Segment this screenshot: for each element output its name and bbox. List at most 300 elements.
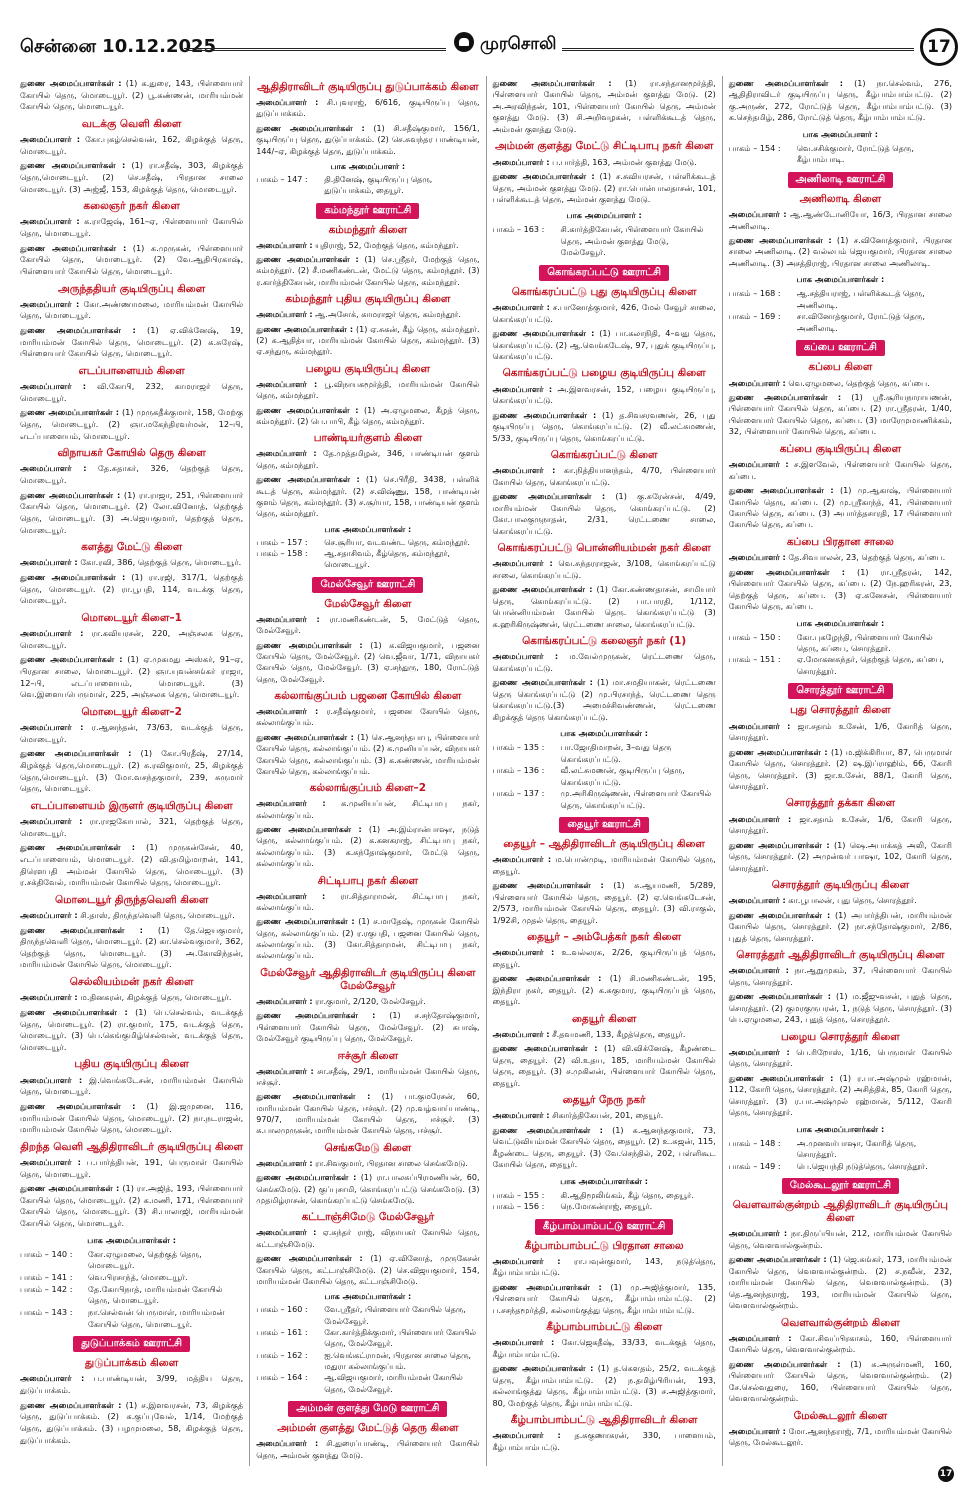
booth-row	[493, 224, 716, 258]
member-details: (1) அபார்த்திபன், மாரியம்மன் கோயில் தெரு, சொரத்தூர். (2) நா.சந்தோஷ்குமார், 2/86, புதுத் தெரு, சொரத்தூர்.	[728, 909, 952, 943]
booth-member: தி.தினேஷ், குடியிருப்பு தெரு, துடுப்பாக்கம், தையூர்.	[324, 174, 433, 196]
member-entry	[729, 1228, 952, 1251]
branch-title: தையூர் – ஆதிதிராவிடர் குடியிருப்பு கிளை	[503, 838, 705, 851]
branch-section	[256, 363, 479, 428]
branch-section	[20, 365, 243, 442]
member-entry	[493, 78, 716, 135]
member-entry	[493, 1043, 716, 1089]
member-details: (1) ஏ.சுகன், கீழ் தெரு, கம்மந்தூர். (2) க.ஆதித்யா, மாரியம்மன் கோயில் தெரு, கம்மந்தூர். (3) ஏ.சந்துரு, கம்மந்தூர்.	[256, 324, 480, 357]
member-details: ஆ.அசோக், காமராஜர் தெரு, கம்மந்தூர்.	[315, 310, 461, 320]
booth-member: வே.ஸ்ரீதர், பிள்ளையார் கோயில் தெரு, மேல்சேவூர்.	[324, 1305, 466, 1326]
member-details: கோ.சிவப்பிரகாசம், 160, பிள்ளையார் கோயில் தெரு, வெளவால்குன்றம்.	[728, 1332, 952, 1355]
booth-heading: பாக அமைப்பாளர் :	[566, 210, 642, 221]
member-details: (1) ர.பா.அஷ்முல் ரஹ்மான், 112, கோரி தெரு, சொரத்தூர். (2) அசித்திக், 85, கோரி தெரு, சொரத்தூர். (3) ர.பா.அஷ்முல் ரஹ்மான், 5/112, கோரி தெரு, சொரத்தூர்.	[728, 1072, 952, 1118]
booth-heading: பாக அமைப்பாளர்கள் :	[796, 1123, 885, 1134]
member-entry	[493, 171, 716, 205]
booth-member: ஐ.வெங்கட்ராமன், பிரதான சாலை தெரு, மதுரா கல்லாங்குப்பம்.	[324, 1350, 472, 1372]
branch-section	[256, 577, 479, 685]
role-label: அமைப்பாளர் :	[20, 1373, 85, 1384]
booth-number: பாகம் – 161 :	[256, 1327, 308, 1337]
role-label: அமைப்பாளர் :	[492, 854, 552, 865]
branch-section	[729, 1410, 952, 1449]
branch-title: கொங்கரப்பட்டு புது குடியிருப்பு கிளை	[511, 285, 697, 298]
role-label: அமைப்பாளர் :	[492, 1255, 561, 1266]
booth-member: தே.கோபிநாத், மாரியம்மன் கோயில் தெரு, மொடையூர்.	[88, 1283, 223, 1306]
member-details: (1) செ.பிரீதி, 3438, பள்ளிக் கூடத் தெரு, கம்மந்தூர். (2) ச.விஷ்ணு, 158, பாண்டியன் குளம் தெரு, கம்மந்தூர். (3) ச.சூர்யா, 158, பாண்டியன் குளம் தெரு, கம்மந்தூர்.	[256, 475, 480, 519]
role-label: அமைப்பாளர் :	[256, 997, 313, 1007]
panchayat-banner: தையூர் ஊராட்சி	[559, 817, 648, 833]
booth-row	[493, 1201, 716, 1212]
booth-number: பாகம் – 151 :	[728, 654, 781, 665]
role-label: அமைப்பாளர் :	[256, 1439, 319, 1449]
member-details: (1) இ.ஜமுனை, 116, மாரியம்மன் கோயில் தெரு, மொடையூர். (2) நா.நடராஜன், மாரியம்மன் கோயில் தெரு, மொடையூர்.	[20, 1100, 244, 1135]
member-details: (1) ச.சந்தோஷ்குமார், பிள்ளையார் கோயில் தெரு, மேல்சேவூர். (2) சுபாஷ், மேல்சேவூர் குடியிருப்பு தெரு, மேல்சேவூர்.	[256, 1011, 480, 1044]
member-details: (1) மு.ஆகாஷ், பிள்ளையார் கோயில் தெரு, கப்பை. (2) மு.ஸ்ரீகாந்த், 41, பிள்ளையார் கோயில் தெரு, கப்பை. (3) அபார்த்தசாரதி, 17 பிள்ளையார் கோயில் தெரு, கப்பை.	[728, 485, 953, 530]
branch-section	[493, 210, 716, 258]
branch-section	[256, 1050, 479, 1137]
role-label: அமைப்பாளர் :	[728, 552, 786, 563]
branch-title: செல்லியம்மன் நகர் கிளை	[69, 976, 194, 989]
member-details: நா.ஆறுமுகம், 37, பிள்ளையார் கோயில் தெரு, சொரத்தூர்.	[728, 965, 953, 987]
role-label: துணை அமைப்பாளர்கள் :	[256, 255, 359, 265]
booth-member: ஆ.விஜயகுமார், மாரியம்மன் கோயில் தெரு, மேல்சேவூர்.	[324, 1373, 463, 1394]
member-details: (1) பா.குமரேசன், 60, மாரியம்மன் கோயில் தெரு, ஈச்சூர். (2) மு.வழ்வாய்பாண்டி, 970/7, மாரியம்மன் கோயில் தெரு, ஈச்சூர். (3) சு.பாலமுருகன், மாரியம்மன் கோயில் தெரு, ஈச்சூர்.	[256, 1092, 480, 1136]
member-entry	[256, 240, 479, 251]
panchayat-banner: கொங்கரப்பட்டு ஊராட்சி	[539, 265, 669, 281]
member-details: கோ.ரவி, 386, தெற்குத் தெரு, மொடையூர்.	[80, 557, 242, 568]
role-label: துணை அமைப்பாளர்கள் :	[492, 1124, 603, 1135]
member-entry	[493, 302, 716, 325]
panchayat-banner: கீழ்பாம்பாம்பட்டு ஊராட்சி	[535, 1219, 673, 1235]
member-details: (1) ரா.சந்தானமூர்த்தி, பிள்ளையார் கோயில் தெரு, அம்மன் குளத்து மேடு. (2) அ.அரவிந்தன், 101, பிள்ளையார் கோயில் தெரு, அம்மன் குளத்து மேடு. (3) சி.அறிவழகன், பள்ளிக்கூடத் தெரு, அம்மன் குளத்து மேடு.	[492, 78, 716, 134]
branch-section	[20, 1235, 243, 1330]
booth-number: பாகம் – 155 :	[492, 1189, 545, 1200]
role-label: அமைப்பாளர் :	[728, 209, 787, 220]
branch-title: பழைய குடியிருப்பு கிளை	[305, 362, 431, 375]
member-details: ப.பார்த்தி, 163, அம்மன் குளத்து மேடு.	[552, 156, 697, 167]
role-label: அமைப்பாளர் :	[256, 1158, 313, 1168]
member-details: ரா.சித்தாராமன், சிட்டிபாபு நகர், கல்லாங்குப்பம்.	[256, 891, 480, 913]
member-details: ஏ.சுந்தர் ராஜ், விநாயகர் கோயில் தெரு, கட்டாஞ்சிமேடு.	[256, 1228, 480, 1249]
branch-section	[493, 140, 716, 205]
role-label: அமைப்பாளர் :	[492, 558, 553, 569]
booth-row	[729, 143, 952, 166]
booth-number: பாகம் – 154 :	[728, 142, 781, 153]
role-label: துணை அமைப்பாளர்கள் :	[20, 489, 121, 500]
member-entry	[493, 1363, 716, 1409]
member-entry	[256, 379, 479, 402]
member-entry	[729, 459, 952, 482]
member-details: (1) செ.ஆனந்தபாபு, பிள்ளையார் கோயில் தெரு, கல்லாங்குப்பம். (2) க.முனியப்பன், விநாயகர் கோயில் தெரு, கல்லாங்குப்பம். (3) க.கண்ணன், மாரியம்மன் கோயில் தெரு, கல்லாங்குப்பம்.	[256, 732, 480, 776]
role-label: துணை அமைப்பாளர்கள் :	[728, 746, 828, 757]
member-details: (1) பா.கலாநிதி, 4–வது தெரு, கொங்கரப்பட்டு. (2) ஆ.வெங்கடேஷ், 97, புதுக் குடியிருப்பு, கொங்கரப்பட்டு.	[492, 328, 716, 361]
role-label: துணை அமைப்பாளர்கள் :	[20, 654, 123, 665]
booth-member: அ.முனவர்பாஷா, கோரித் தெரு, சொரத்தூர்.	[796, 1137, 917, 1160]
branch-section	[20, 1336, 243, 1446]
branch-title: வெளவால்குன்றம் ஆதிதிராவிடர் குடியிருப்பு கிளை	[732, 1199, 948, 1225]
branch-title: கப்பை குடியிருப்பு கிளை	[779, 442, 902, 455]
booth-member: கி.ஆதிமூலிங்கம், கீழ் தெரு, தையூர்.	[560, 1189, 694, 1200]
booth-member: செ.சூரியா, வடவண்ட தெரு, கம்மந்தூர்.	[324, 537, 470, 547]
member-entry	[729, 552, 952, 563]
branch-section	[20, 447, 243, 536]
branch-section	[493, 1414, 716, 1453]
member-details: (1) ச.மாதேஷ், முருகன் கோயில் தெரு, கல்லாங்குப்பம். (2) ர.ரகுபதி, பஜனை கோயில் தெரு, கல்லாங்குப்பம். (3) கோ.சித்தாரமன், சிட்டிபாபு நகர், கல்லாங்குப்பம்.	[256, 917, 480, 961]
role-label: அமைப்பாளர் :	[492, 383, 553, 394]
booth-row	[20, 1272, 243, 1284]
role-label: அமைப்பாளர் :	[492, 1430, 561, 1441]
booth-number: பாகம் – 158 :	[256, 548, 308, 558]
booth-row	[20, 1307, 243, 1330]
member-details: ர.சதீஷ்குமார், பஜனை கோயில் தெரு, கல்லாங்குப்பம்.	[256, 707, 480, 728]
role-label: துணை அமைப்பாளர்கள் :	[20, 1006, 128, 1017]
panchayat-banner: அம்மன் குளத்து மேடு ஊராட்சி	[288, 1401, 447, 1417]
member-entry	[256, 123, 479, 157]
member-details: (1) ஏ.விக்னேஷ், 19, மாரியம்மன் கோயில் தெரு, மொடையூர். (2) க.சுரேஷ், பிள்ளையார் கோயில் தெரு, மொடையூர்.	[20, 324, 244, 359]
role-label: அமைப்பாளர் :	[492, 651, 559, 662]
member-entry	[20, 842, 243, 889]
role-label: துணை அமைப்பாளர்கள் :	[20, 407, 120, 418]
member-details: ஜா.சதாம் உசேன், 1/6, கோரி தெரு, சொரத்தூர்.	[728, 813, 952, 836]
footer-page-number: 17	[938, 1466, 954, 1482]
role-label: துணை அமைப்பாளர்கள் :	[256, 324, 354, 334]
role-label: அமைப்பாளர் :	[256, 614, 320, 624]
branch-title: செங்கமேடு கிளை	[324, 1141, 412, 1154]
role-label: அமைப்பாளர் :	[256, 449, 317, 459]
member-entry	[20, 325, 243, 360]
member-entry	[20, 816, 243, 839]
member-details: (1) க.துரை, 143, பிள்ளையார் கோயில் தெரு, மொடையூர். (2) பூ.கண்ணன், மாரியம்மன் கோயில் தெரு, மொடையூர்.	[20, 78, 244, 112]
member-entry	[20, 910, 243, 922]
article-columns	[14, 76, 958, 1466]
role-label: அமைப்பாளர் :	[728, 1425, 786, 1436]
branch-title: களத்து மேட்டு கிளை	[81, 541, 183, 554]
member-entry	[256, 1066, 479, 1089]
member-entry	[256, 732, 479, 777]
role-label: அமைப்பாளர் :	[20, 1156, 81, 1167]
booth-number: பாகம் – 143 :	[20, 1306, 73, 1317]
branch-section	[729, 1317, 952, 1405]
role-label: துணை அமைப்பாளர்கள் :	[256, 1011, 376, 1021]
role-label: அமைப்பாளர் :	[20, 909, 78, 920]
header-rule-right	[562, 48, 914, 51]
member-entry	[729, 392, 952, 438]
booth-row	[493, 1190, 716, 1201]
branch-section	[20, 541, 243, 607]
role-label: அமைப்பாளர் :	[20, 381, 87, 392]
branch-section	[256, 1211, 479, 1287]
member-entry	[493, 465, 716, 488]
role-label: அமைப்பாளர் :	[728, 1228, 788, 1239]
role-label: துணை அமைப்பாளர்கள் :	[20, 571, 126, 582]
member-entry	[20, 299, 243, 322]
branch-title: அம்மன் குளத்து மேட்டுத் தெரு கிளை	[277, 1422, 459, 1435]
booth-member: சா.வினோத்குமார், ரோட்டுத் தெரு, அணிலாடி.	[796, 311, 925, 333]
role-label: அமைப்பாளர் :	[20, 216, 80, 227]
branch-title: பாண்டியர்குளம் கிளை	[313, 432, 423, 445]
branch-title: கொங்கரப்பட்டு கிளை	[550, 449, 658, 462]
member-entry	[493, 584, 716, 630]
role-label: அமைப்பாளர் :	[20, 1074, 83, 1085]
member-details: ம.தினகரன், கிழக்குத் தெரு, மொடையூர்.	[80, 992, 232, 1003]
branch-section	[493, 367, 716, 444]
member-entry	[493, 1337, 716, 1360]
role-label: அமைப்பாளர் :	[728, 720, 791, 731]
branch-title: கொங்கரப்பட்டு பழைய குடியிருப்பு கிளை	[502, 367, 706, 380]
booth-row	[256, 548, 479, 571]
member-details: அ.இளவரசன், 152, பழைய குடியிருப்பு, கொங்கரப்பட்டு.	[492, 383, 716, 406]
booth-member: கோ.புகழேந்தி, பிள்ளையார் கோயில் தெரு, கப்பை, சொரத்தூர்.	[796, 631, 933, 653]
member-entry	[20, 490, 243, 537]
member-details: (1) நா.செல்வம், 276, ஆதிதிராவிடர் குடியிருப்பு தெரு, கீழ்பாம்பாம்பட்டு. (2) கு.அருண், 272, ரோட்டுத் தெரு, கீழ்பாம்பாம்பட்டு. (3) க.செந்தமிழ், 286, ரோட்டுத் தெரு, கீழ்பாம்பாம்பட்டு.	[728, 78, 952, 123]
role-label: அமைப்பாளர் :	[256, 379, 318, 389]
member-entry	[729, 1426, 952, 1449]
member-entry	[729, 991, 952, 1025]
member-entry	[20, 1400, 243, 1447]
header-rule-left	[184, 48, 446, 51]
booth-member: ஆ.சத்தியராஜ், பள்ளிக்கூடத் தெரு, அணிலாடி.	[796, 288, 925, 310]
role-label: துணை அமைப்பாளர்கள் :	[728, 235, 832, 245]
member-entry	[20, 654, 243, 701]
member-entry	[729, 895, 952, 906]
booth-row	[20, 1284, 243, 1307]
booth-number: பாகம் – 164 :	[256, 1373, 308, 1383]
member-entry	[493, 880, 716, 926]
member-details: (1) ரா.பாலசுப்பிரமணியன், 60, செங்கமேடு. (2) குப்புசாமி, கொங்கரப்பட்டு செங்கமேடு. (3) முதமிழ்ராசன், கொங்கரப்பட்டு செங்கமேடு.	[256, 1173, 480, 1205]
member-details: யுதிராஜ், 52, மேற்குத் தெரு, கம்மந்தூர்.	[315, 240, 459, 250]
role-label: துணை அமைப்பாளர்கள் :	[256, 1173, 357, 1183]
member-details: (1) பெ.செல்வம், வடக்குத் தெரு, மொடையூர். (2) ரா.குமார், 175, வடக்குத் தெரு, மொடையூர். (3) பெ.கெங்குமிழ்செல்வன், வடக்குத் தெரு, மொடையூர்.	[20, 1006, 244, 1052]
branch-section	[729, 443, 952, 531]
member-details: (1) த.கௌதம், 25/2, வடக்குத் தெரு, கீழ்பாம்பாம்பட்டு. (2) ந.தமிழ்பிரியன், 193, கல்லாங்குத்து தெரு, கீழ்பாம்பாம்பட்டு. (3) ச.அஜித்குமார், 80, மேற்குத் தெரு, கீழ்பாம்பாம்பட்டு.	[492, 1363, 716, 1408]
booth-heading: பாக அமைப்பாளர்கள் :	[324, 524, 412, 534]
member-entry	[20, 1075, 243, 1098]
role-label: துணை அமைப்பாளர்கள் :	[728, 839, 830, 850]
role-label: துணை அமைப்பாளர்கள் :	[20, 924, 143, 935]
member-entry	[256, 614, 479, 637]
page-header	[14, 28, 958, 68]
branch-title: ஈச்சூர் கிளை	[337, 1049, 399, 1062]
panchayat-banner: கம்மந்தூர் ஊராட்சி	[316, 203, 419, 219]
branch-title: ஆதிதிராவிடர் குடியிருப்பு துடுப்பாக்கம் கிளை	[257, 81, 479, 93]
branch-title: சொரத்தூர் தக்கா கிளை	[785, 797, 896, 810]
member-details: தே.முத்தமிழன், 346, பாண்டியன் குளம் தெரு, கம்மந்தூர்.	[256, 449, 480, 470]
member-details: (1) சி.மணிகண்டன், 195, இந்திரா நகர், தையூர். (2) க.சுகுமார, குடியிருப்புத் தெரு, தையூர்.	[492, 973, 716, 1007]
branch-section	[20, 283, 243, 360]
branch-section	[729, 340, 952, 438]
member-details: (1) ஏ.வினோத், முருகேசன் கோயில் தெரு, கட்டாஞ்சிமேடு. (2) செ.விஜயகுமார், 154, மாரியம்மன் கோயில் தெரு, கட்டாஞ்சிமேடு.	[256, 1254, 480, 1286]
member-entry	[729, 721, 952, 744]
role-label: துணை அமைப்பாளர்கள் :	[20, 842, 136, 853]
member-entry	[20, 925, 243, 972]
member-details: ர.ஆனந்தன், 73/63, வடக்குத் தெரு, மொடையூர்.	[20, 721, 244, 744]
member-entry	[493, 947, 716, 970]
member-entry	[20, 572, 243, 607]
branch-section	[20, 200, 243, 277]
member-details: (1) முருகதீக்குமார், 158, மேற்கு தெரு, மொடையூர். (2) ஞா.மகேந்திரவர்மன், 12–பி, எடப்பாளையம், மொடையூர்.	[20, 407, 244, 441]
booth-number: பாகம் – 142 :	[20, 1283, 73, 1294]
branch-section	[493, 1219, 716, 1317]
role-label: துணை அமைப்பாளர்கள் :	[728, 1358, 841, 1369]
panchayat-banner: கப்பை ஊராட்சி	[796, 340, 885, 356]
member-details: (1) அ.ஏழுமலை, கீழத் தெரு, கம்மந்தூர். (2) பெ.பாபி, கீழ் தெரு, கம்மந்தூர்.	[256, 405, 480, 426]
branch-title: சொரத்தூர் குடியிருப்பு கிளை	[771, 879, 910, 892]
member-details: கோ.புகழ்செல்வன், 162, கிழக்குத் தெரு, மொடையூர்.	[20, 134, 244, 156]
role-label: அமைப்பாளர் :	[492, 156, 550, 167]
member-details: (1) கோ.கண்ணதாசன், சாமியார் தெரு, கொங்கரப்பட்டு. (2) பா.பாரதி, 1/112, பொன்னியம்மன் கோயில் தெரு. கொங்கரப்பட்டு (3) க.ஹரிகிருஷ்ணன், ரெட்டணை சாலை, கொங்கரப்பட்டு.	[492, 584, 716, 629]
member-entry	[20, 748, 243, 795]
booth-row	[729, 1138, 952, 1161]
member-entry	[729, 910, 952, 944]
branch-title: கப்பை கிளை	[808, 361, 873, 374]
member-entry	[729, 1359, 952, 1405]
booth-row	[729, 1161, 952, 1172]
role-label: அமைப்பாளர் :	[256, 707, 319, 717]
booth-row	[256, 1372, 479, 1395]
booth-number: பாகம் – 149 :	[728, 1160, 781, 1171]
member-entry	[256, 824, 479, 869]
member-details: (1) கோ.பிரதீஷ், 27/14, கிழக்குத் தெரு,மொடையூர். (2) சு.ரவிகுமார், 25, கிழக்குத் தெரு,மொடையூர். (3) மோ.வசந்தகுமார், 239, சுருமார் தெரு, மொடையூர்.	[20, 748, 244, 794]
branch-section	[20, 612, 243, 701]
booth-member: வெ.சசிக்குமார், ரோட்டுத் தெரு, கீழ்பாம்பாடி.	[796, 142, 914, 165]
booth-member: பெ.ஜெயந்தி நடுத்தெரு, சொரத்தூர்.	[796, 1160, 928, 1171]
member-details: ச.பானோத்குமார், 426, மேல் சேவூர் சாலை, கொங்கரப்பட்டு.	[492, 302, 716, 324]
booth-member: கோ.ஏழுமலை, தெற்குத் தெரு, மொடையூர்.	[88, 1248, 202, 1271]
member-details: (1) ம.ஜீஜுவசன், புதுத் தெரு, சொரத்தூர். (2) குமரகுருபரன், 1, நடுத் தெரு, சொரத்தூர். (3) பெ.ஏழுமலை, 243, புதுத் தெரு, சொரத்தூர்.	[728, 991, 952, 1025]
role-label: துணை அமைப்பாளர்கள் :	[728, 909, 831, 920]
booth-member: சி.கார்த்திகேயன், பிள்ளையார் கோயில் தெரு, அம்மன் குளத்து மேடு, மேல்சேவூர்.	[560, 224, 704, 258]
member-details: (1) ஷெ.அபாக்கத் அலி, கோரி தெரு, சொரத்தூர். (2) அமுன்வர் பாஷா, 102, கோரி தெரு, சொரத்தூர்.	[728, 839, 953, 873]
branch-section	[256, 432, 479, 519]
branch-section	[20, 976, 243, 1053]
member-details: சீ.தவமணி, 133, கீழத்தெரு, தையூர்.	[552, 1028, 686, 1039]
member-details: (1) சி.சதீஷ்குமார், 156/1, குடியிருப்பு தெரு, துடுப்பாக்கம். (2) செ.சுவந்தர பாண்டியன், 144/–ஏ, கிழக்குத் தெரு, துடுப்பாக்கம்.	[256, 123, 480, 156]
booth-number: பாகம் – 157 :	[256, 537, 308, 547]
branch-section	[256, 293, 479, 358]
branch-title: மேல்கூடலூர் கிளை	[793, 1409, 888, 1422]
booth-number: பாகம் – 168 :	[728, 288, 781, 299]
member-details: கோ.அண்ணாமலை, மாரியம்மன் கோயில் தெரு, மொடையூர்.	[20, 298, 244, 321]
role-label: துணை அமைப்பாளர்கள் :	[728, 78, 844, 88]
elephant-logo-icon	[454, 32, 474, 52]
branch-section	[493, 1321, 716, 1409]
member-entry	[256, 1227, 479, 1250]
member-details: ரா.பவுன்குமார், 143, நடுத்தெரு, கீழ்பாம்பாம்பட்டு.	[492, 1255, 716, 1278]
member-details: (1) வி.விக்னேஷ், கீழண்டை தெரு, தையூர். (2) வி.உதய, 185, மாரியம்மன் கோயில் தெரு, தையூர். (3) ச.முகிலன், பிள்ளையார் கோயில் தெரு, தையூர்.	[492, 1043, 716, 1088]
booth-number: பாகம் – 140 :	[20, 1248, 73, 1259]
panchayat-banner: மேல்சேவூர் ஊராட்சி	[312, 577, 423, 593]
member-details: கா.பூபாலன், புது தெரு, சொரத்தூர்.	[788, 895, 917, 906]
booth-number: பாகம் – 150 :	[728, 631, 781, 642]
member-details: ஜா.சதாம் உசேன், 1/6, கோரித் தெரு, சொரத்தூர்.	[728, 720, 953, 743]
branch-section	[256, 162, 479, 197]
member-entry	[256, 1010, 479, 1044]
booth-heading: பாக அமைப்பாளர்கள் :	[87, 1234, 177, 1245]
role-label: துணை அமைப்பாளர்கள் :	[492, 584, 593, 595]
booth-heading: பாக அமைப்பாளர்கள் :	[796, 274, 885, 285]
member-entry	[493, 384, 716, 407]
branch-section	[729, 797, 952, 874]
role-label: அமைப்பாளர் :	[728, 1332, 792, 1343]
branch-title: அருந்ததியர் குடியிருப்பு கிளை	[58, 282, 206, 295]
role-label: துணை அமைப்பாளர்கள் :	[728, 485, 834, 496]
role-label: துணை அமைப்பாளர்கள் :	[20, 748, 132, 759]
member-entry	[493, 410, 716, 444]
branch-title: மேல்சேவூர் கிளை	[324, 597, 412, 610]
role-label: அமைப்பாளர் :	[256, 1228, 317, 1238]
role-label: அமைப்பாளர் :	[256, 310, 313, 320]
role-label: அமைப்பாளர் :	[256, 799, 326, 809]
member-details: தே.சுதாகர், 326, தெற்குத் தெரு, மொடையூர்.	[20, 463, 244, 485]
branch-section	[256, 1292, 479, 1395]
booth-member: ஏ.மோகனசுந்தர், தெற்குத் தெரு, கப்பை, சொரத்தூர்.	[796, 654, 944, 676]
branch-title: கட்டாஞ்சிமேடு மேல்சேவூர்	[301, 1211, 435, 1224]
member-details: (1) ரா.ரஜி, 317/1, தெற்குத் தெரு, மொடையூர். (2) ரா.பூபதி, 114, வடக்கு தெரு, மொடையூர்.	[20, 571, 244, 606]
role-label: அமைப்பாளர் :	[256, 891, 326, 901]
member-entry	[20, 78, 243, 113]
branch-section	[20, 894, 243, 971]
branch-title: கம்மந்தூர் புதிய குடியிருப்பு கிளை	[285, 293, 451, 306]
branch-section	[256, 1142, 479, 1207]
member-details: த.சுகுணாகரன், 330, பாளையம், கீழ்பாம்பாம்பட்டு.	[492, 1430, 716, 1452]
member-details: (1) ரா.ஸ்ரீதரன், 142, பிள்ளையார் கோயில் தெரு, கப்பை. (2) நே.ஹரிகரன், 23, தெற்குத் தெரு, கப்பை. (3) ஏ.கனேசன், பிள்ளையார் கோயில் தெரு, கப்பை.	[728, 566, 952, 612]
member-entry	[256, 254, 479, 288]
booth-number: பாகம் – 137 :	[492, 788, 545, 799]
newspaper-name: முரசொலி	[480, 34, 557, 54]
member-details: (1) ரா.ராஜா, 251, பிள்ளையார் கோயில் தெரு, மொடையூர். (2) லோ.வினோத், தெற்குத் தெரு, மொடையூர். (3) அ.ஜெயகுமார், தெற்குத் தெரு, மொடையூர்.	[20, 489, 244, 535]
member-details: (1) செ.ஸ்ரீதர், மேற்குத் தெரு, கம்மந்தூர். (2) சீ.மணிகண்டன், மேட்டு தெரு, கம்மந்தூர். (3) ர.கார்த்திகேயன், மாரியம்மன் கோயில் தெரு, கம்மந்தூர்.	[256, 255, 480, 287]
branch-title: எடப்பாளையம் கிளை	[78, 364, 185, 377]
member-entry	[493, 328, 716, 362]
branch-title: கொங்கரப்பட்டு பொன்னியம்மன் நகர் கிளை	[497, 542, 711, 555]
role-label: அமைப்பாளர் :	[728, 813, 792, 824]
role-label: அமைப்பாளர் :	[728, 1046, 790, 1057]
member-entry	[729, 567, 952, 613]
member-details: கா.நித்தியானந்தம், 4/70, பிள்ளையார் கோயில் தெரு, கொங்கரப்பட்டு.	[492, 465, 716, 487]
branch-section	[729, 172, 952, 270]
member-entry	[729, 1073, 952, 1119]
booth-number: பாகம் – 136 :	[492, 765, 545, 776]
member-entry	[20, 407, 243, 442]
branch-title: மொடையூர் கிளை–1	[81, 611, 182, 624]
member-entry	[20, 557, 243, 569]
branch-section	[493, 931, 716, 1008]
member-entry	[493, 1125, 716, 1171]
branch-section	[20, 118, 243, 195]
member-entry	[256, 640, 479, 685]
booth-row	[493, 765, 716, 788]
member-entry	[729, 747, 952, 793]
booth-row	[493, 788, 716, 811]
member-entry	[493, 651, 716, 674]
branch-section	[493, 635, 716, 723]
booth-row	[256, 174, 479, 197]
role-label: துணை அமைப்பாளர்கள் :	[728, 566, 845, 577]
member-details: (1) மா.சமதியாகன், ரெட்டணை தெரு கொங்கரப்பட்டு (2) மு.பிரசாந்த், ரெட்டணை தெரு கொங்கரப்பட்டு.(3) அமைச்சிவண்ணன், ரெட்டணை கிழக்குத் தெரு கொங்கரப்பட்டு.	[492, 677, 716, 722]
member-entry	[729, 485, 952, 531]
member-entry	[20, 1183, 243, 1230]
member-details: ம.வேல்முருகன், ரெட்டணை தெரு, கொங்கரப்பட்டு.	[492, 651, 716, 673]
booth-member: கோ.கார்த்திக்குமார், பிள்ளையார் கோயில் தெரு, மேல்சேவூர்.	[324, 1327, 476, 1349]
branch-section	[20, 800, 243, 889]
panchayat-banner: சொரத்தூர் ஊராட்சி	[788, 683, 892, 699]
member-details: ரா.கவியரசன், 220, அஞ்சலக தெரு, மொடையூர்.	[20, 628, 244, 650]
member-details: ப.பார்த்திபன், 191, பெருமாள் கோயில் தெரு, மொடையூர்.	[20, 1156, 244, 1179]
member-entry	[20, 1157, 243, 1180]
member-details: (1) ஜெ.சுங்கர், 173, மாரியம்மன் கோயில் தெரு, வெளவால்குன்றம். (2) ச.நவீன், 232, மாரியம்மன் கோயில் தெரு, வெளவால்குன்றம். (3) தெ.ஆனந்தராஜ், 193, மாரியம்மன் கோயில் தெரு, வெளவால்குன்றம்.	[728, 1254, 952, 1311]
member-details: இ.வெங்கடேசன், மாரியம்மன் கோயில் தெரு, மொடையூர்.	[20, 1074, 244, 1097]
branch-section	[493, 542, 716, 630]
